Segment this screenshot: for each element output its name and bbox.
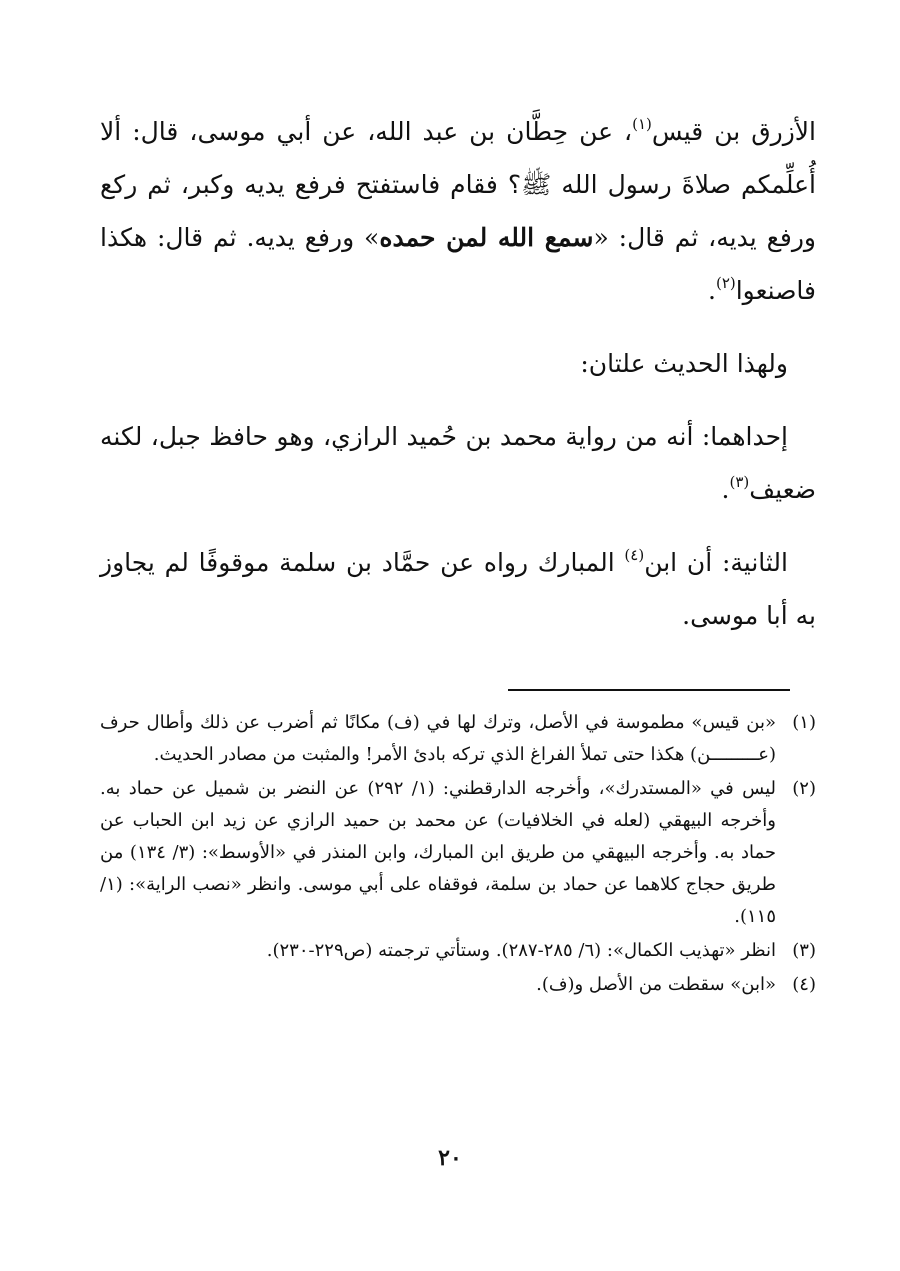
- footnote-number: (٣): [792, 940, 816, 961]
- footnote-text: انظر «تهذيب الكمال»: (٦/ ٢٨٥-٢٨٧). وستأتي ترجمته (ص٢٢٩-٢٣٠).: [266, 940, 776, 961]
- footnote-2: [100, 773, 816, 933]
- text-segment: الثانية: أن ابن: [644, 548, 788, 577]
- footnote-4: [100, 969, 816, 1001]
- footnote-ref-2: (٢): [715, 273, 736, 292]
- text-segment: المبارك رواه عن حمَّاد بن سلمة موقوفًا لم يجاوز به أبا موسى.: [100, 548, 816, 630]
- footnotes: [100, 707, 816, 1003]
- main-text: [100, 105, 816, 662]
- footnote-number: (٢): [792, 778, 816, 799]
- footnote-1: [100, 707, 816, 771]
- paragraph-3: [100, 410, 816, 516]
- footnote-ref-4: (٤): [624, 545, 645, 564]
- text-segment: ، عن حِطَّان بن عبد الله، عن أبي موسى، قال: ألا أُعلِّمكم صلاةَ رسول الله ﷺ؟ فقام فاستفتح فرفع يديه وكبر، ثم ركع ورفع يديه، ثم قال: «: [100, 117, 816, 252]
- footnote-number: (١): [792, 712, 816, 733]
- quoted-phrase: سمع الله لمن حمده: [379, 223, 594, 252]
- footnote-divider: [508, 689, 790, 691]
- footnote-text: «بن قيس» مطموسة في الأصل، وترك لها في (ف) مكانًا ثم أضرب عن ذلك وأطال حرف (عـــــــــن) هكذا حتى تملأ الفراغ الذي تركه بادئ الأمر! والمثبت من مصادر الحديث.: [100, 712, 776, 765]
- paragraph-2: ولهذا الحديث علتان:: [580, 349, 788, 378]
- paragraph-4: [100, 536, 816, 642]
- page-number: ٢٠: [438, 1145, 462, 1171]
- text-segment: .: [721, 475, 730, 504]
- footnote-number: (٤): [792, 974, 816, 995]
- text-segment: إحداهما: أنه من رواية محمد بن حُميد الرازي، وهو حافظ جبل، لكنه ضعيف: [100, 422, 816, 504]
- text-segment: » ورفع يديه. ثم قال: هكذا فاصنعوا: [100, 223, 816, 305]
- footnote-text: ليس في «المستدرك»، وأخرجه الدارقطني: (١/ ٢٩٢) عن النضر بن شميل عن حماد به. وأخرجه البيهقي (لعله في الخلافيات) عن محمد بن حميد الرازي عن زيد ابن الحباب عن حماد به. وأخرجه البيهقي من طريق ابن المبارك، وابن المنذر في «الأوسط»: (٣/ ١٣٤) من طريق حجاج كلاهما عن حماد بن سلمة، فوقفاه على أبي موسى. وانظر «نصب الراية»: (١/ ١١٥).: [100, 778, 776, 927]
- text-segment: الأزرق بن قيس: [651, 117, 817, 146]
- paragraph-1: [100, 105, 816, 317]
- footnote-ref-3: (٣): [729, 472, 750, 491]
- footnote-text: «ابن» سقطت من الأصل و(ف).: [536, 974, 776, 995]
- footnote-ref-1: (١): [632, 114, 652, 133]
- text-segment: .: [708, 276, 716, 305]
- footnote-3: [100, 935, 816, 967]
